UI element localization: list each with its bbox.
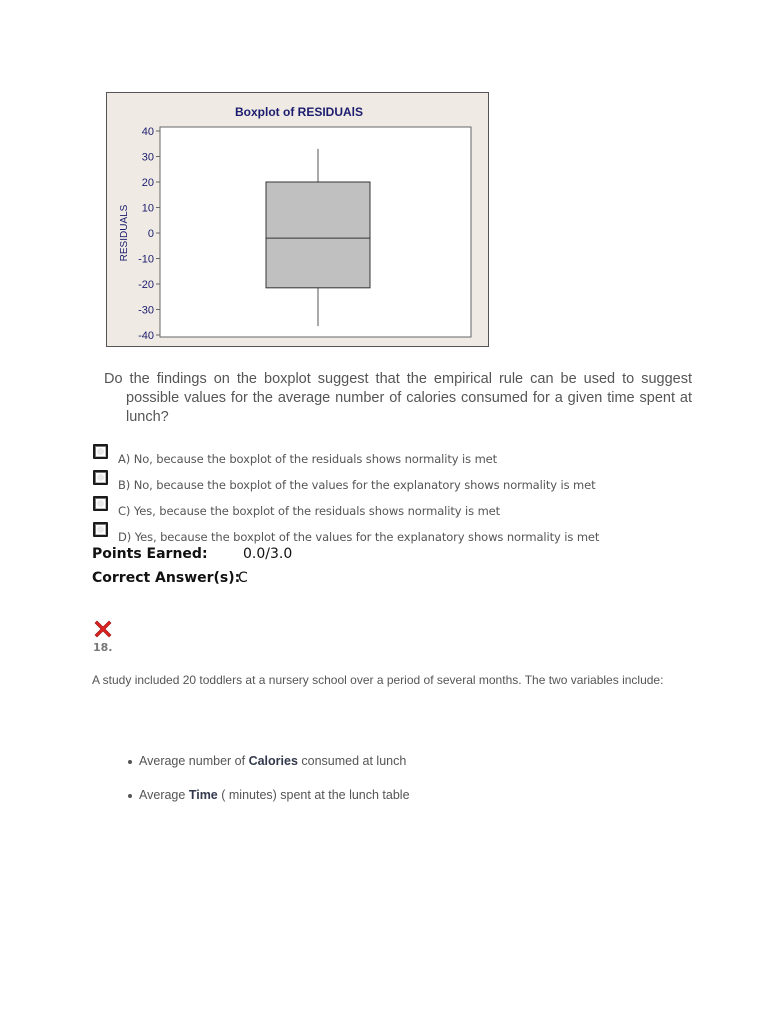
y-tick-label: 20: [141, 177, 154, 189]
correct-answer-value: C: [238, 570, 248, 586]
question-text: Do the findings on the boxplot suggest that the empirical rule can be used to suggest possible values for the average number of calories consumed for a given time spent at lunch?: [104, 371, 692, 425]
correct-answer-row: [92, 570, 248, 594]
variable-item-calories: [128, 754, 410, 788]
correct-answer-label: Correct Answer(s):: [92, 570, 241, 586]
result-summary: [92, 546, 293, 594]
y-tick-label: 0: [147, 228, 154, 240]
y-tick-label: 40: [141, 126, 154, 138]
option-label: B) No, because the boxplot of the values for the explanatory shows normality is met: [118, 478, 596, 492]
y-axis-ticks: [138, 126, 160, 342]
variable-prefix: Average: [139, 788, 189, 802]
variable-suffix: consumed at lunch: [297, 754, 407, 768]
radio-button-icon[interactable]: [93, 470, 108, 485]
radio-button-icon[interactable]: [93, 444, 108, 459]
boxplot-svg: [107, 93, 490, 348]
variable-name: Calories: [248, 754, 298, 768]
boxplot-chart: [106, 92, 489, 347]
variable-name: Time: [188, 788, 218, 802]
option-label: C) Yes, because the boxplot of the residuals shows normality is met: [118, 504, 501, 518]
y-tick-label: -10: [138, 253, 154, 266]
y-tick-label: -40: [138, 330, 154, 342]
variable-suffix: ( minutes) spent at the lunch table: [217, 788, 410, 802]
option-label: A) No, because the boxplot of the residuals shows normality is met: [118, 452, 498, 466]
variable-item-time: [128, 788, 410, 822]
study-intro: A study included 20 toddlers at a nursery school over a period of several months. The two variables include:: [92, 673, 664, 687]
question-prompt: [104, 370, 692, 427]
points-earned-row: [92, 546, 293, 570]
y-tick-label: -30: [138, 304, 154, 317]
variable-prefix: Average number of: [139, 754, 249, 768]
option-label: D) Yes, because the boxplot of the values for the explanatory shows normality is met: [118, 530, 600, 544]
points-earned-label: Points Earned:: [92, 546, 208, 562]
iqr-box: [266, 182, 370, 288]
radio-button-icon[interactable]: [93, 496, 108, 511]
chart-title: Boxplot of RESIDUAlS: [235, 105, 363, 119]
variables-list: [128, 754, 410, 822]
radio-button-icon[interactable]: [93, 522, 108, 537]
y-tick-label: -20: [138, 279, 154, 291]
y-axis-label: RESIDUALS: [119, 204, 130, 262]
incorrect-x-icon: [94, 620, 112, 638]
points-earned-value: 0.0/3.0: [243, 546, 293, 562]
y-tick-label: 10: [141, 202, 154, 215]
y-tick-label: 30: [141, 151, 154, 164]
question-number: 18.: [93, 641, 113, 654]
